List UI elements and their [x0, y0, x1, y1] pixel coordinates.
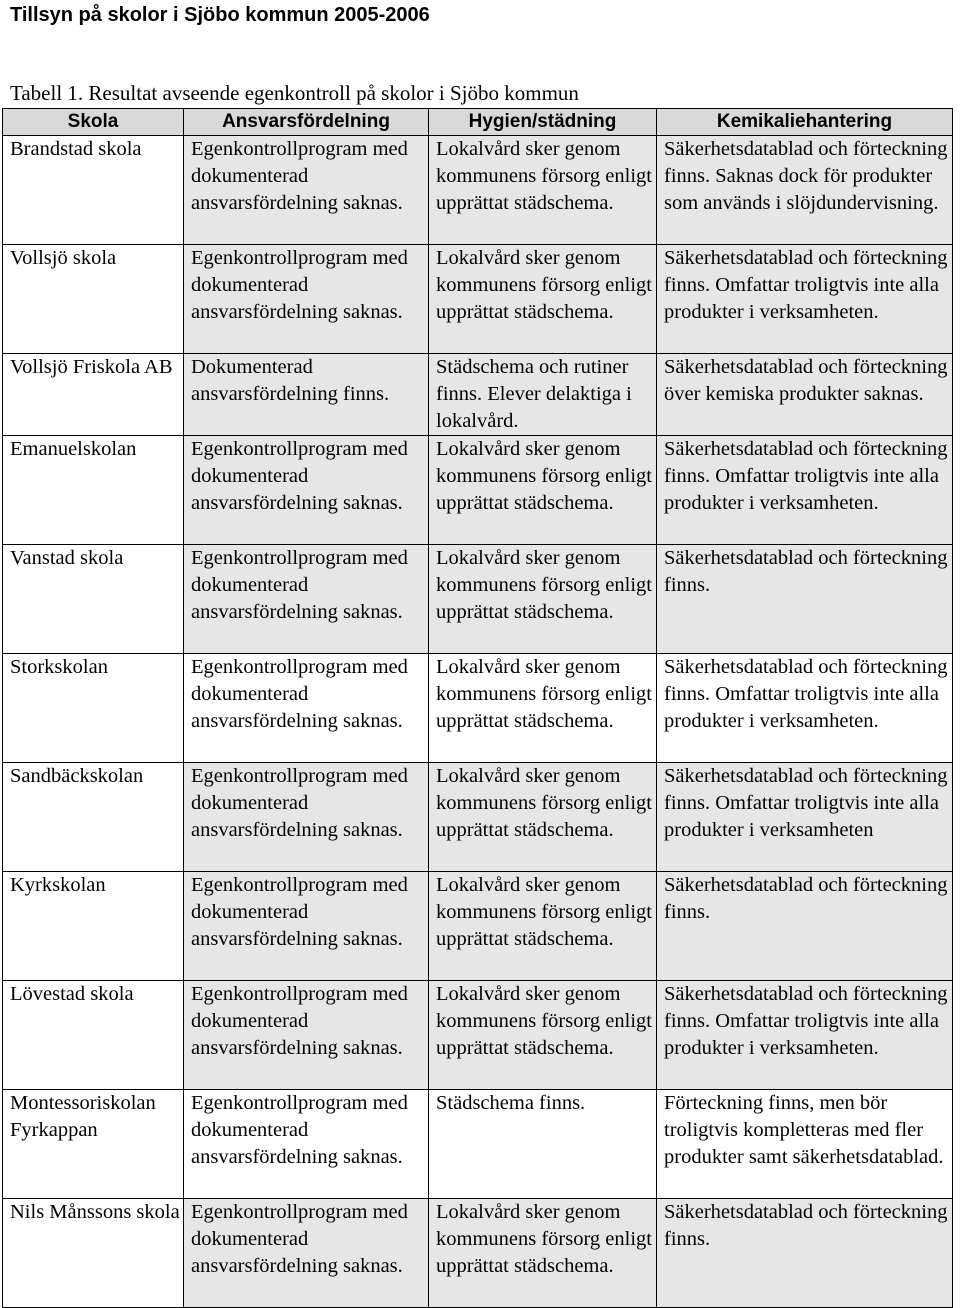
cell-responsibility: Egenkontrollprogram med dokumenterad ansvarsfördelning saknas. — [184, 654, 429, 763]
table-row — [3, 245, 953, 354]
table-header-row — [3, 109, 953, 136]
table-row — [3, 354, 953, 436]
cell-chemicals: Säkerhetsdatablad och förteckning finns. Omfattar troligtvis inte alla produkter i verksamheten. — [657, 245, 953, 354]
cell-chemicals: Förteckning finns, men bör troligtvis kompletteras med fler produkter samt säkerhetsdatablad. — [657, 1090, 953, 1199]
cell-cleaning: Lokalvård sker genom kommunens försorg enligt upprättat städschema. — [429, 872, 657, 981]
cell-cleaning: Städschema och rutiner finns. Elever delaktiga i lokalvård. — [429, 354, 657, 436]
cell-chemicals: Säkerhetsdatablad och förteckning finns. Omfattar troligtvis inte alla produkter i verksamheten. — [657, 981, 953, 1090]
cell-school: Nils Månssons skola — [3, 1199, 184, 1308]
cell-school: Montessoriskolan Fyrkappan — [3, 1090, 184, 1199]
cell-responsibility: Egenkontrollprogram med dokumenterad ansvarsfördelning saknas. — [184, 1090, 429, 1199]
cell-school: Vollsjö skola — [3, 245, 184, 354]
cell-cleaning: Lokalvård sker genom kommunens försorg enligt upprättat städschema. — [429, 245, 657, 354]
table-row — [3, 981, 953, 1090]
cell-responsibility: Egenkontrollprogram med dokumenterad ansvarsfördelning saknas. — [184, 545, 429, 654]
cell-school: Vollsjö Friskola AB — [3, 354, 184, 436]
cell-school: Sandbäckskolan — [3, 763, 184, 872]
cell-responsibility: Egenkontrollprogram med dokumenterad ansvarsfördelning saknas. — [184, 1199, 429, 1308]
cell-chemicals: Säkerhetsdatablad och förteckning finns. Omfattar troligtvis inte alla produkter i verksamheten. — [657, 436, 953, 545]
cell-responsibility: Egenkontrollprogram med dokumenterad ansvarsfördelning saknas. — [184, 981, 429, 1090]
header-skola: Skola — [3, 109, 184, 136]
table-row — [3, 545, 953, 654]
table-row — [3, 136, 953, 245]
cell-cleaning: Lokalvård sker genom kommunens försorg enligt upprättat städschema. — [429, 1199, 657, 1308]
cell-cleaning: Städschema finns. — [429, 1090, 657, 1199]
cell-responsibility: Egenkontrollprogram med dokumenterad ansvarsfördelning saknas. — [184, 245, 429, 354]
table-row — [3, 436, 953, 545]
table-row — [3, 763, 953, 872]
cell-cleaning: Lokalvård sker genom kommunens försorg enligt upprättat städschema. — [429, 981, 657, 1090]
cell-chemicals: Säkerhetsdatablad och förteckning finns. Omfattar troligtvis inte alla produkter i verksamheten. — [657, 654, 953, 763]
cell-cleaning: Lokalvård sker genom kommunens försorg enligt upprättat städschema. — [429, 545, 657, 654]
header-hygien-stadning: Hygien/städning — [429, 109, 657, 136]
cell-chemicals: Säkerhetsdatablad och förteckning finns. — [657, 545, 953, 654]
cell-responsibility: Egenkontrollprogram med dokumenterad ansvarsfördelning saknas. — [184, 872, 429, 981]
cell-chemicals: Säkerhetsdatablad och förteckning finns. Saknas dock för produkter som används i slöjdundervisning. — [657, 136, 953, 245]
cell-cleaning: Lokalvård sker genom kommunens försorg enligt upprättat städschema. — [429, 654, 657, 763]
cell-school: Storkskolan — [3, 654, 184, 763]
cell-responsibility: Egenkontrollprogram med dokumenterad ansvarsfördelning saknas. — [184, 136, 429, 245]
header-kemikaliehantering: Kemikaliehantering — [657, 109, 953, 136]
cell-school: Vanstad skola — [3, 545, 184, 654]
cell-chemicals: Säkerhetsdatablad och förteckning finns. Omfattar troligtvis inte alla produkter i verksamheten — [657, 763, 953, 872]
table-row — [3, 1199, 953, 1308]
cell-school: Kyrkskolan — [3, 872, 184, 981]
document-title: Tillsyn på skolor i Sjöbo kommun 2005-2006 — [10, 4, 430, 26]
table-row — [3, 1090, 953, 1199]
cell-chemicals: Säkerhetsdatablad och förteckning över kemiska produkter saknas. — [657, 354, 953, 436]
cell-cleaning: Lokalvård sker genom kommunens försorg enligt upprättat städschema. — [429, 763, 657, 872]
cell-responsibility: Egenkontrollprogram med dokumenterad ansvarsfördelning saknas. — [184, 763, 429, 872]
cell-school: Lövestad skola — [3, 981, 184, 1090]
cell-school: Brandstad skola — [3, 136, 184, 245]
table-row — [3, 654, 953, 763]
results-table — [2, 108, 953, 1308]
cell-chemicals: Säkerhetsdatablad och förteckning finns. — [657, 872, 953, 981]
header-ansvarsfordelning: Ansvarsfördelning — [184, 109, 429, 136]
table-row — [3, 872, 953, 981]
cell-responsibility: Egenkontrollprogram med dokumenterad ansvarsfördelning saknas. — [184, 436, 429, 545]
cell-cleaning: Lokalvård sker genom kommunens försorg enligt upprättat städschema. — [429, 136, 657, 245]
cell-cleaning: Lokalvård sker genom kommunens försorg enligt upprättat städschema. — [429, 436, 657, 545]
cell-responsibility: Dokumenterad ansvarsfördelning finns. — [184, 354, 429, 436]
table-caption: Tabell 1. Resultat avseende egenkontroll på skolor i Sjöbo kommun — [10, 81, 579, 105]
cell-chemicals: Säkerhetsdatablad och förteckning finns. — [657, 1199, 953, 1308]
cell-school: Emanuelskolan — [3, 436, 184, 545]
